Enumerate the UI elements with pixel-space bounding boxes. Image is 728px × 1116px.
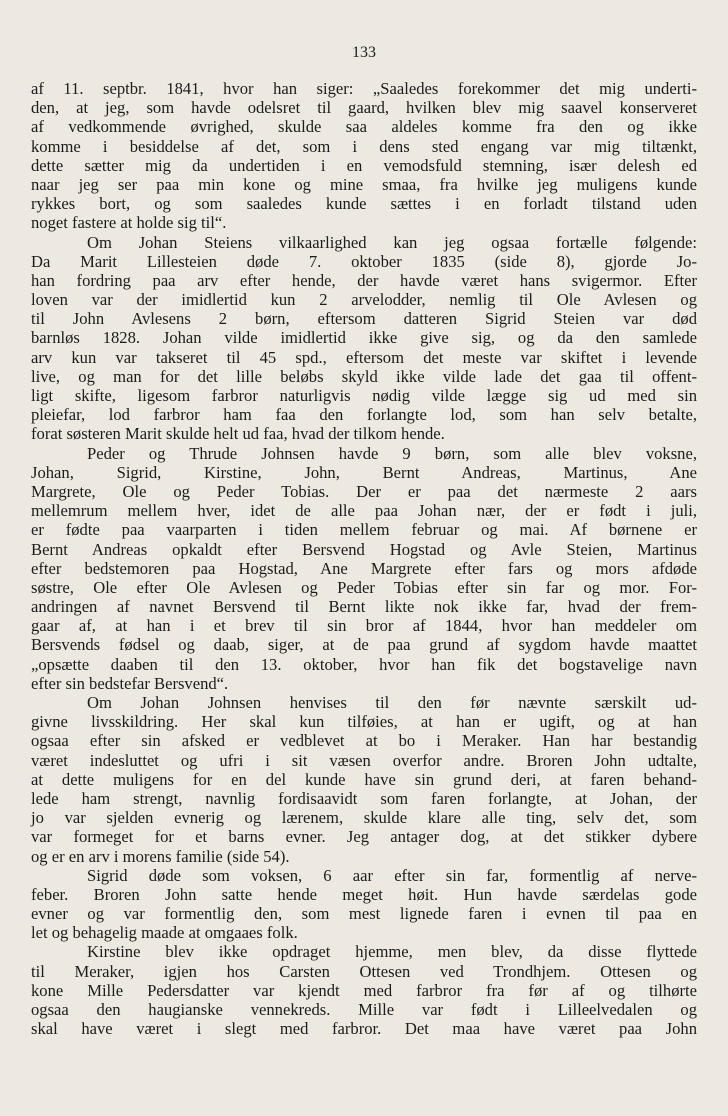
text-line: loven var der imidlertid kun 2 arvelodder, nemlig til Ole Avlesen og — [31, 290, 697, 310]
text-line: var formeget for et barns evner. Jeg antager dog, at det stikker dybere — [31, 827, 697, 847]
text-line: Bernt Andreas opkaldt efter Bersvend Hogstad og Avle Steien, Martinus — [31, 539, 697, 559]
text-line: Om Johan Johnsen henvises til den før nævnte særskilt ud- — [87, 693, 697, 712]
text-line: til Meraker, igjen hos Carsten Ottesen ved Trondhjem. Ottesen og — [31, 961, 697, 981]
text-line: pleiefar, lod farbror ham faa den forlangte lod, som han selv betalte, — [31, 405, 697, 425]
text-line: kone Mille Pedersdatter var kjendt med farbror fra før af og tilhørte — [31, 980, 697, 1000]
text-line: live, og man for det lille beløbs skyld ikke vilde lade det gaa til offent- — [31, 366, 697, 386]
text-line: feber. Broren John satte hende meget høit. Hun havde særdelas gode — [31, 884, 697, 904]
text-line: ogsaa den haugianske vennekreds. Mille var født i Lilleelvedalen og — [31, 1000, 697, 1019]
text-line: Om Johan Steiens vilkaarlighed kan jeg ogsaa fortælle følgende: — [87, 232, 697, 252]
text-line: skal have været i slegt med farbror. Det maa have været paa John — [31, 1019, 697, 1039]
text-line: dette sætter mig da undertiden i en vemodsfuld stemning, især delesh ed — [31, 155, 697, 175]
text-line: Da Marit Lillesteien døde 7. oktober 1835 (side 8), gjorde Jo- — [31, 251, 697, 271]
text-line: let og behagelig maade at omgaaes folk. — [31, 923, 298, 943]
text-line: Margrete, Ole og Peder Tobias. Der er paa det nærmeste 2 aars — [31, 481, 697, 501]
text-line: af vedkommende øvrighed, skulde saa aldeles komme fra den og ikke — [31, 117, 697, 137]
page-number: 133 — [352, 44, 376, 61]
text-line: gaar af, at han i et brev til sin bror af 1844, hvor han meddeler om — [31, 616, 697, 636]
text-line: han fordring paa arv efter hende, der havde været hans svigermor. Efter — [31, 270, 697, 290]
text-line: forat søsteren Marit skulde helt ud faa, hvad der tilkom hende. — [31, 424, 445, 444]
text-line: efter bedstemoren paa Hogstad, Ane Margrete efter fars og mors afdøde — [31, 558, 697, 578]
text-line: barnløs 1828. Johan vilde imidlertid ikke give sig, og da den samlede — [31, 328, 697, 348]
text-line: er fødte paa vaarparten i tiden mellem februar og mai. Af børnene er — [31, 520, 697, 540]
body-text — [31, 79, 697, 1038]
text-line: at dette muligens for en del kunde have sin grund deri, at faren behand- — [31, 769, 697, 789]
text-line: arv kun var takseret til 45 spd., eftersom det meste var skiftet i levende — [31, 347, 697, 367]
text-line: og er en arv i morens familie (side 54). — [31, 846, 290, 866]
text-line: Sigrid døde som voksen, 6 aar efter sin far, formentlig af nerve- — [87, 865, 697, 885]
text-line: jo var sjelden evnerig og lærenem, skulde klare alle ting, selv det, som — [31, 808, 697, 828]
text-line: den, at jeg, som havde odelsret til gaard, hvilken blev mig saavel konserveret — [31, 98, 697, 118]
text-line: evner og var formentlig den, som mest lignede faren i evnen til paa en — [31, 904, 697, 924]
text-line: efter sin bedstefar Bersvend“. — [31, 673, 229, 693]
text-line: komme i besiddelse af det, som i dens sted engang var mig tiltænkt, — [31, 136, 697, 156]
text-line: naar jeg ser paa min kone og mine smaa, fra hvilke jeg muligens kunde — [31, 174, 697, 194]
text-line: ligt skifte, ligesom farbror naturligvis nødig vilde lægge sig ud med sin — [31, 386, 697, 405]
text-line: andringen af navnet Bersvend til Bernt likte nok ikke far, hvad der frem- — [31, 597, 697, 617]
text-line: mellemrum mellem hver, idet de alle paa Johan nær, der er født i juli, — [31, 501, 697, 521]
text-line: været indesluttet og ufri i sit væsen overfor andre. Broren John udtalte, — [31, 750, 697, 770]
text-line: søstre, Ole efter Ole Avlesen og Peder Tobias efter sin far og mor. For- — [31, 577, 697, 597]
text-line: givne livsskildring. Her skal kun tilføies, at han er ugift, og at han — [31, 712, 697, 732]
text-line: af 11. septbr. 1841, hvor han siger: „Saaledes forekommer det mig underti- — [31, 79, 697, 98]
text-line: til John Avlesens 2 børn, eftersom datteren Sigrid Steien var død — [31, 309, 697, 329]
text-line: Bersvends fødsel og daab, siger, at de paa grund af sygdom havde maattet — [31, 635, 697, 655]
text-line: Peder og Thrude Johnsen havde 9 børn, som alle blev voksne, — [87, 443, 697, 463]
text-line: Johan, Sigrid, Kirstine, John, Bernt Andreas, Martinus, Ane — [31, 462, 697, 482]
text-line: Kirstine blev ikke opdraget hjemme, men blev, da disse flyttede — [87, 942, 697, 962]
text-line: „opsætte daaben til den 13. oktober, hvor han fik det bogstavelige navn — [31, 654, 697, 674]
text-line: lede ham strengt, navnlig fordisaavidt som faren forlangte, at Johan, der — [31, 788, 697, 808]
text-line: ogsaa efter sin afsked er vedblevet at bo i Meraker. Han har bestandig — [31, 731, 697, 751]
text-line: noget fastere at holde sig til“. — [31, 213, 227, 233]
text-line: rykkes bort, og som saaledes kunde sættes i en forladt tilstand uden — [31, 194, 697, 214]
